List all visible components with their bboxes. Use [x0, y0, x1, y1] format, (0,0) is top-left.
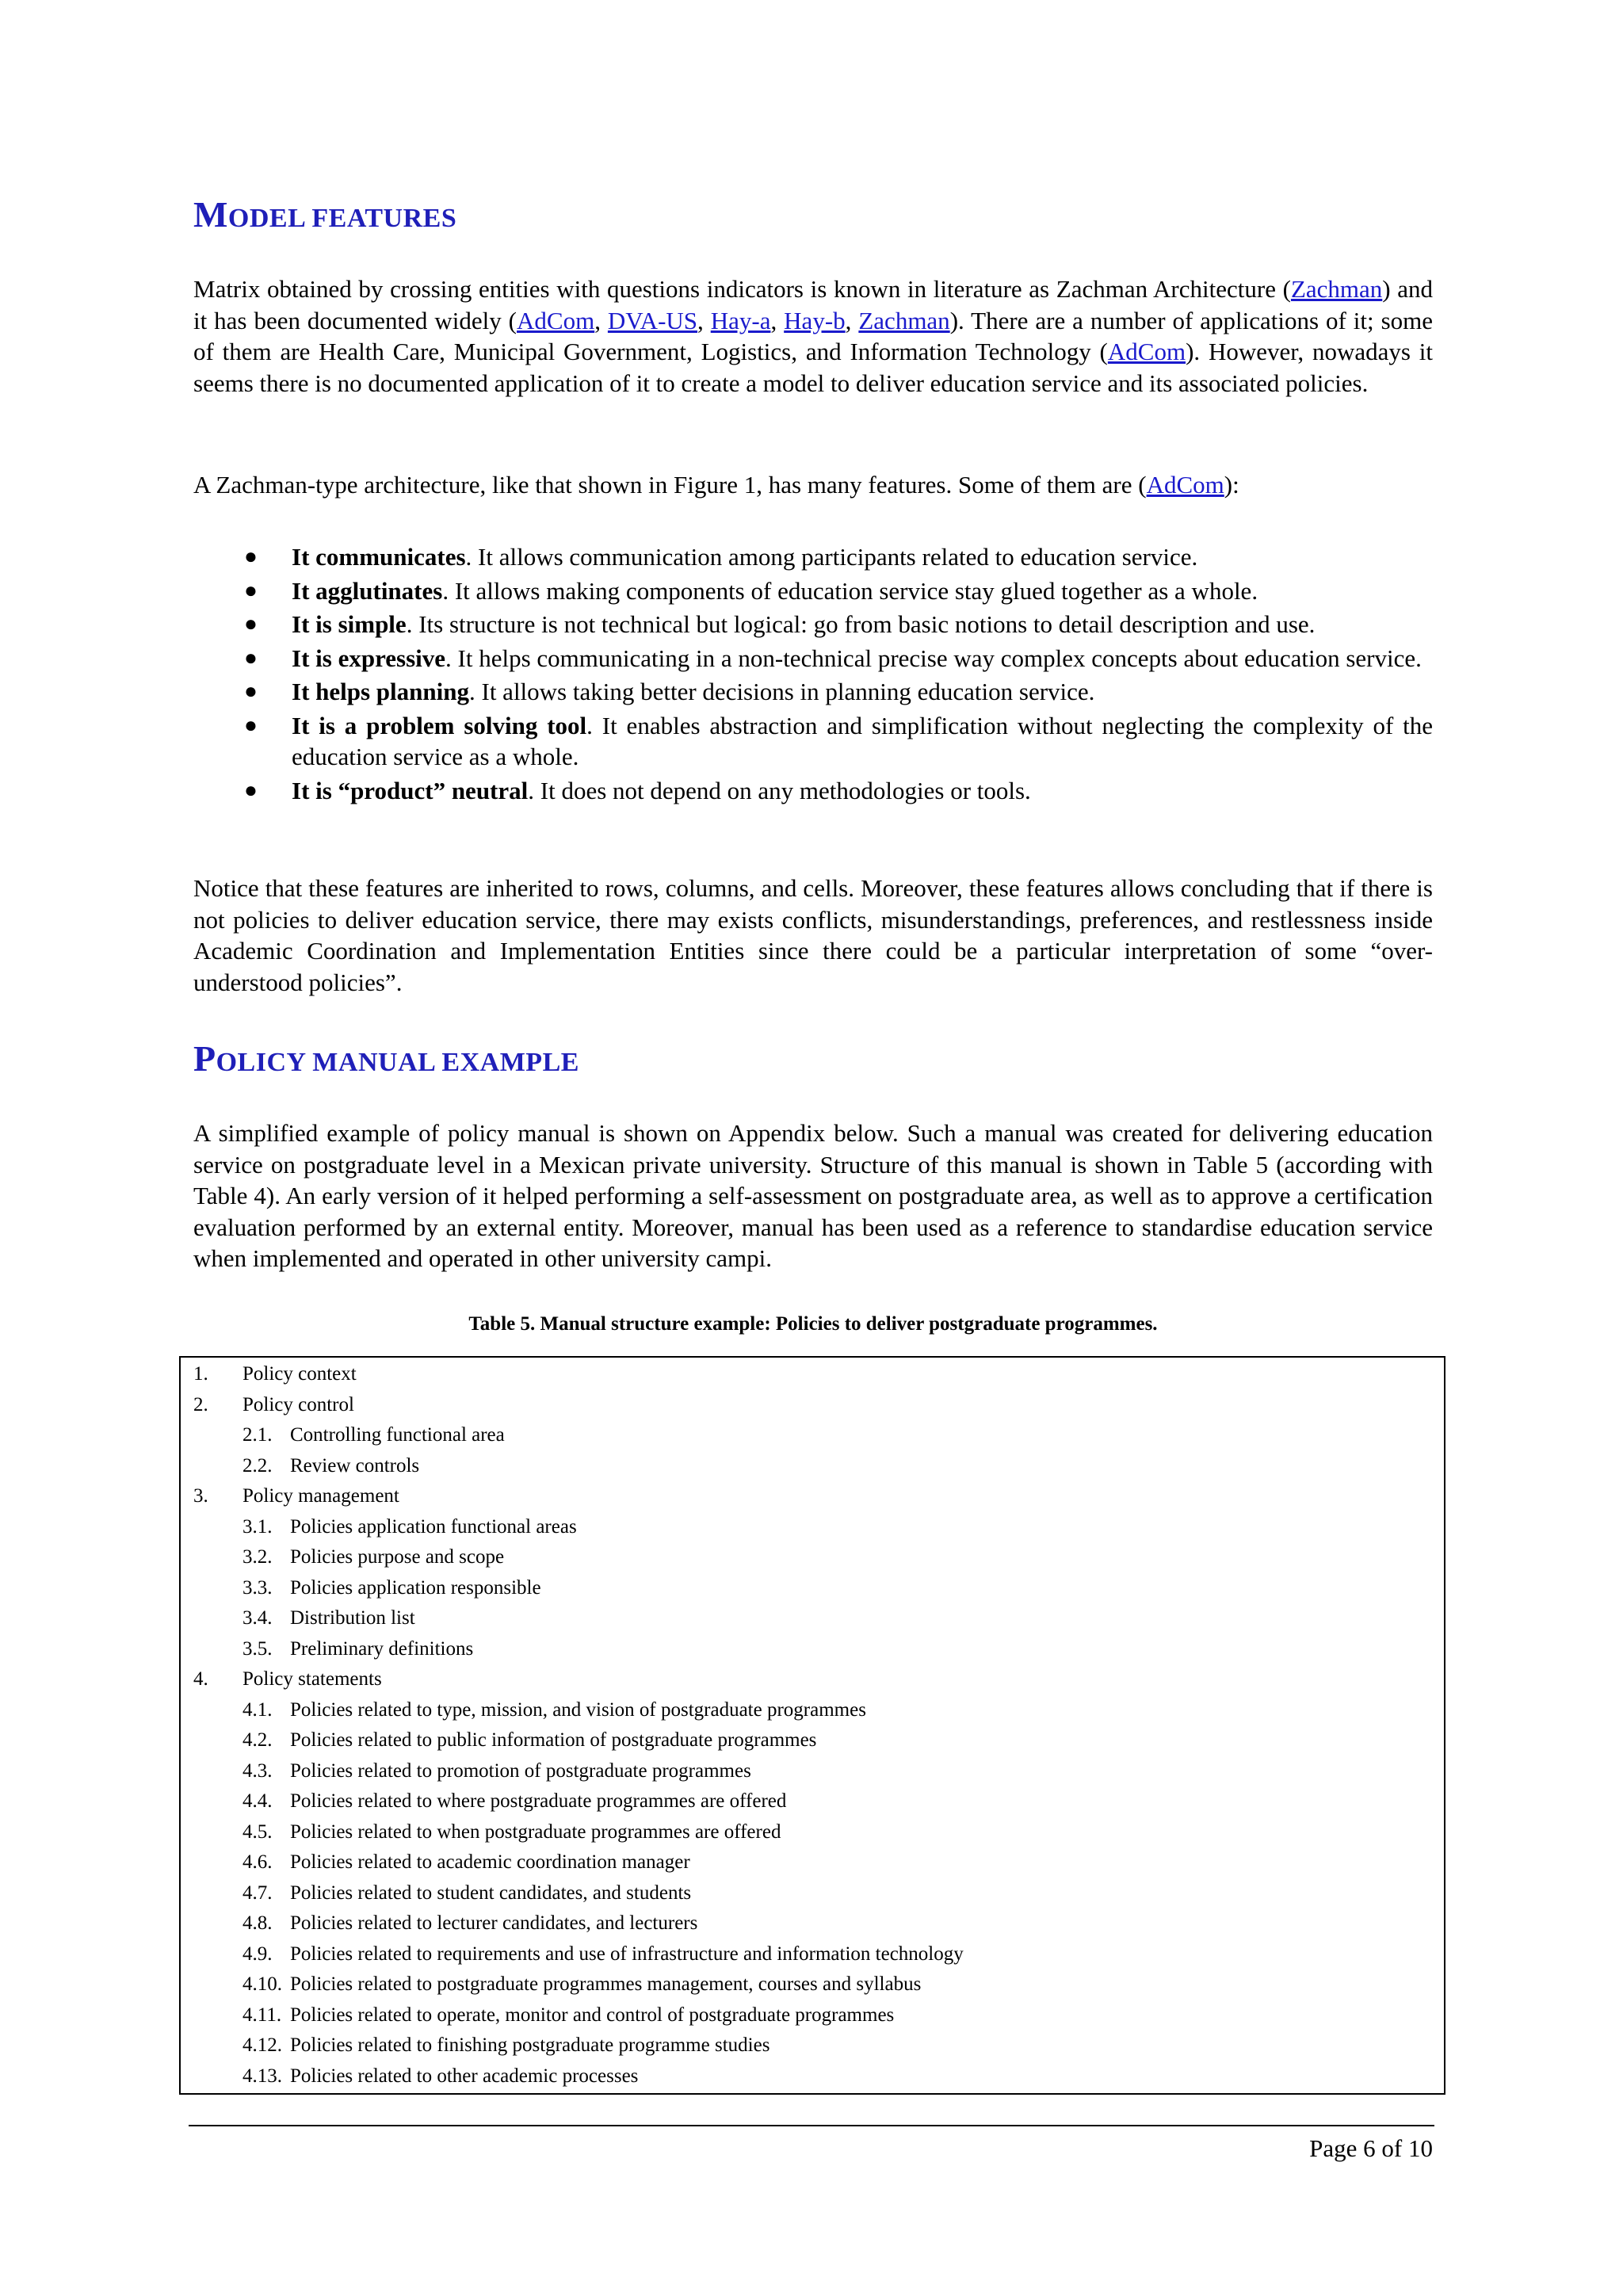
row-text: Policies related to postgraduate programmes management, courses and syllabus [290, 1973, 922, 1995]
row-text: Policy context [242, 1363, 357, 1385]
text-run: ): [1224, 471, 1239, 499]
bullet-icon: ● [244, 712, 258, 738]
row-number: 4.11. [242, 2004, 282, 2026]
row-text: Policies application responsible [290, 1576, 541, 1599]
text-run: , [697, 306, 711, 334]
footer-divider [189, 2125, 1434, 2126]
section-heading-model-features [193, 194, 1433, 235]
row-text: Preliminary definitions [290, 1637, 474, 1660]
heading-initial: M [193, 194, 228, 235]
row-number: 4.6. [242, 1851, 273, 1873]
list-item [193, 575, 1433, 607]
ref-link-adcom-3[interactable]: AdCom [1146, 471, 1224, 499]
text-run: ) and it has been documented widely ( [193, 275, 1433, 334]
text-run: ). However, nowadays it seems there is no documented application of it to create a model to deliver education service and its associated policies. [193, 338, 1433, 397]
row-number: 4.4. [242, 1790, 273, 1812]
feature-name: It is “product” neutral [292, 776, 529, 804]
heading-initial: P [193, 1038, 216, 1079]
feature-description: . It allows making components of education service stay glued together as a whole. [442, 576, 1258, 605]
feature-description: . It does not depend on any methodologies or tools. [528, 776, 1031, 804]
row-text: Policies related to other academic processes [290, 2065, 639, 2087]
row-text: Policies application functional areas [290, 1515, 577, 1538]
ref-link-adcom[interactable]: AdCom [517, 306, 595, 334]
feature-list [193, 541, 1433, 808]
bullet-icon: ● [244, 544, 258, 569]
row-text: Policies related to operate, monitor and control of postgraduate programmes [290, 2004, 895, 2026]
table-caption: Table 5. Manual structure example: Policies to deliver postgraduate programmes. [468, 1313, 1158, 1335]
row-number: 3.2. [242, 1546, 273, 1568]
feature-name: It helps planning [292, 678, 469, 705]
text-run: , [845, 306, 859, 334]
list-item [193, 775, 1433, 807]
row-text: Policy management [242, 1485, 399, 1507]
row-number: 2. [193, 1393, 208, 1415]
row-number: 3.1. [242, 1515, 273, 1538]
feature-name: It is expressive [292, 644, 446, 672]
list-item [193, 643, 1433, 674]
row-number: 4.10. [242, 1973, 282, 1995]
bullet-icon: ● [244, 578, 258, 603]
page-number: Page 6 of 10 [1309, 2134, 1433, 2162]
row-number: 4.13. [242, 2065, 282, 2087]
row-text: Policies purpose and scope [290, 1546, 505, 1568]
heading-rest: ODEL FEATURES [227, 204, 457, 233]
row-text: Policies related to where postgraduate programmes are offered [290, 1790, 787, 1812]
row-number: 3. [193, 1485, 208, 1507]
row-number: 3.5. [242, 1637, 273, 1660]
row-text: Policies related to requirements and use of infrastructure and information technology [290, 1943, 964, 1965]
row-number: 4.5. [242, 1820, 273, 1843]
list-item [193, 609, 1433, 640]
row-number: 4.9. [242, 1943, 273, 1965]
row-text: Policies related to finishing postgraduate programme studies [290, 2034, 770, 2056]
row-number: 4.12. [242, 2034, 282, 2056]
section-heading-policy-manual [193, 1038, 1433, 1079]
list-item [193, 710, 1433, 773]
row-number: 2.2. [242, 1454, 273, 1477]
list-item [193, 541, 1433, 573]
row-text: Policies related to when postgraduate programmes are offered [290, 1820, 781, 1843]
feature-name: It is a problem solving tool [292, 711, 587, 739]
heading-rest: OLICY MANUAL EXAMPLE [216, 1048, 579, 1077]
row-text: Policies related to academic coordination manager [290, 1851, 690, 1873]
row-text: Policies related to lecturer candidates, and lecturers [290, 1912, 698, 1934]
row-number: 3.3. [242, 1576, 273, 1599]
feature-name: It agglutinates [292, 576, 443, 605]
paragraph-features-intro [193, 469, 1433, 501]
row-number: 3.4. [242, 1607, 273, 1629]
paragraph-features-inherited: Notice that these features are inherited to rows, columns, and cells. Moreover, these features allows concluding that if there is not policies to deliver education service, there may exists conflicts, misunderstandings, preferences, and restlessness inside Academic Coordination and Implementation Entities since there could be a particular interpretation of some “over-understood policies”. [193, 874, 1433, 996]
row-number: 4.8. [242, 1912, 273, 1934]
row-text: Policy statements [242, 1668, 382, 1690]
bullet-icon: ● [244, 777, 258, 803]
text-run: , [594, 306, 608, 334]
row-text: Policies related to student candidates, and students [290, 1881, 692, 1904]
row-number: 4. [193, 1668, 208, 1690]
bullet-icon: ● [244, 612, 258, 636]
feature-description: . It allows communication among participants related to education service. [465, 543, 1198, 571]
row-number: 4.1. [242, 1698, 273, 1721]
row-text: Policies related to type, mission, and vision of postgraduate programmes [290, 1698, 866, 1721]
row-number: 1. [193, 1363, 208, 1385]
text-run: , [770, 306, 785, 334]
row-text: Review controls [290, 1454, 420, 1477]
row-text: Policies related to promotion of postgraduate programmes [290, 1759, 751, 1782]
text-run: ). There are a number of applications of it; some of them are Health Care, Municipal Government, Logistics, and Information Technology ( [193, 306, 1434, 365]
row-number: 4.2. [242, 1729, 273, 1751]
row-text: Distribution list [290, 1607, 415, 1629]
text-run: Matrix obtained by crossing entities with questions indicators is known in literature as Zachman Architecture ( [193, 275, 1291, 303]
ref-link-adcom-2[interactable]: AdCom [1107, 338, 1186, 365]
feature-description: . Its structure is not technical but logical: go from basic notions to detail description and use. [406, 610, 1316, 638]
row-text: Policies related to public information of postgraduate programmes [290, 1729, 817, 1751]
feature-description: . It allows taking better decisions in planning education service. [469, 678, 1095, 705]
paragraph-policy-manual: A simplified example of policy manual is shown on Appendix below. Such a manual was created for delivering education service on postgraduate level in a Mexican private university. Structure of this manual is shown in Table 5 (according with Table 4). An early version of it helped performing a self-assessment on postgraduate area, as well as to approve a certification evaluation performed by an external entity. Moreover, manual has been used as a reference to standardise education service when implemented and operated in other university campi. [193, 1119, 1433, 1272]
feature-name: It is simple [292, 610, 407, 638]
ref-link-zachman[interactable]: Zachman [1290, 275, 1383, 303]
list-item [193, 676, 1433, 708]
bullet-icon: ● [244, 679, 258, 704]
feature-description: . It enables abstraction and simplification without neglecting the complexity of the education service as a whole. [292, 711, 1434, 770]
row-text: Policy control [242, 1393, 354, 1415]
row-number: 2.1. [242, 1424, 273, 1446]
ref-link-hay-b[interactable]: Hay-b [784, 306, 846, 334]
text-run: A Zachman-type architecture, like that shown in Figure 1, has many features. Some of them are ( [193, 471, 1147, 499]
row-number: 4.3. [242, 1759, 273, 1782]
row-text: Controlling functional area [290, 1424, 505, 1446]
feature-description: . It helps communicating in a non-technical precise way complex concepts about education service. [445, 644, 1422, 672]
ref-link-dva-us[interactable]: DVA-US [607, 306, 698, 334]
feature-name: It communicates [292, 543, 466, 571]
paragraph-zachman-intro [193, 273, 1433, 399]
row-number: 4.7. [242, 1881, 273, 1904]
ref-link-hay-a[interactable]: Hay-a [710, 306, 771, 334]
ref-link-zachman-2[interactable]: Zachman [858, 306, 950, 334]
bullet-icon: ● [244, 645, 258, 670]
manual-structure-table [179, 1356, 1445, 2095]
